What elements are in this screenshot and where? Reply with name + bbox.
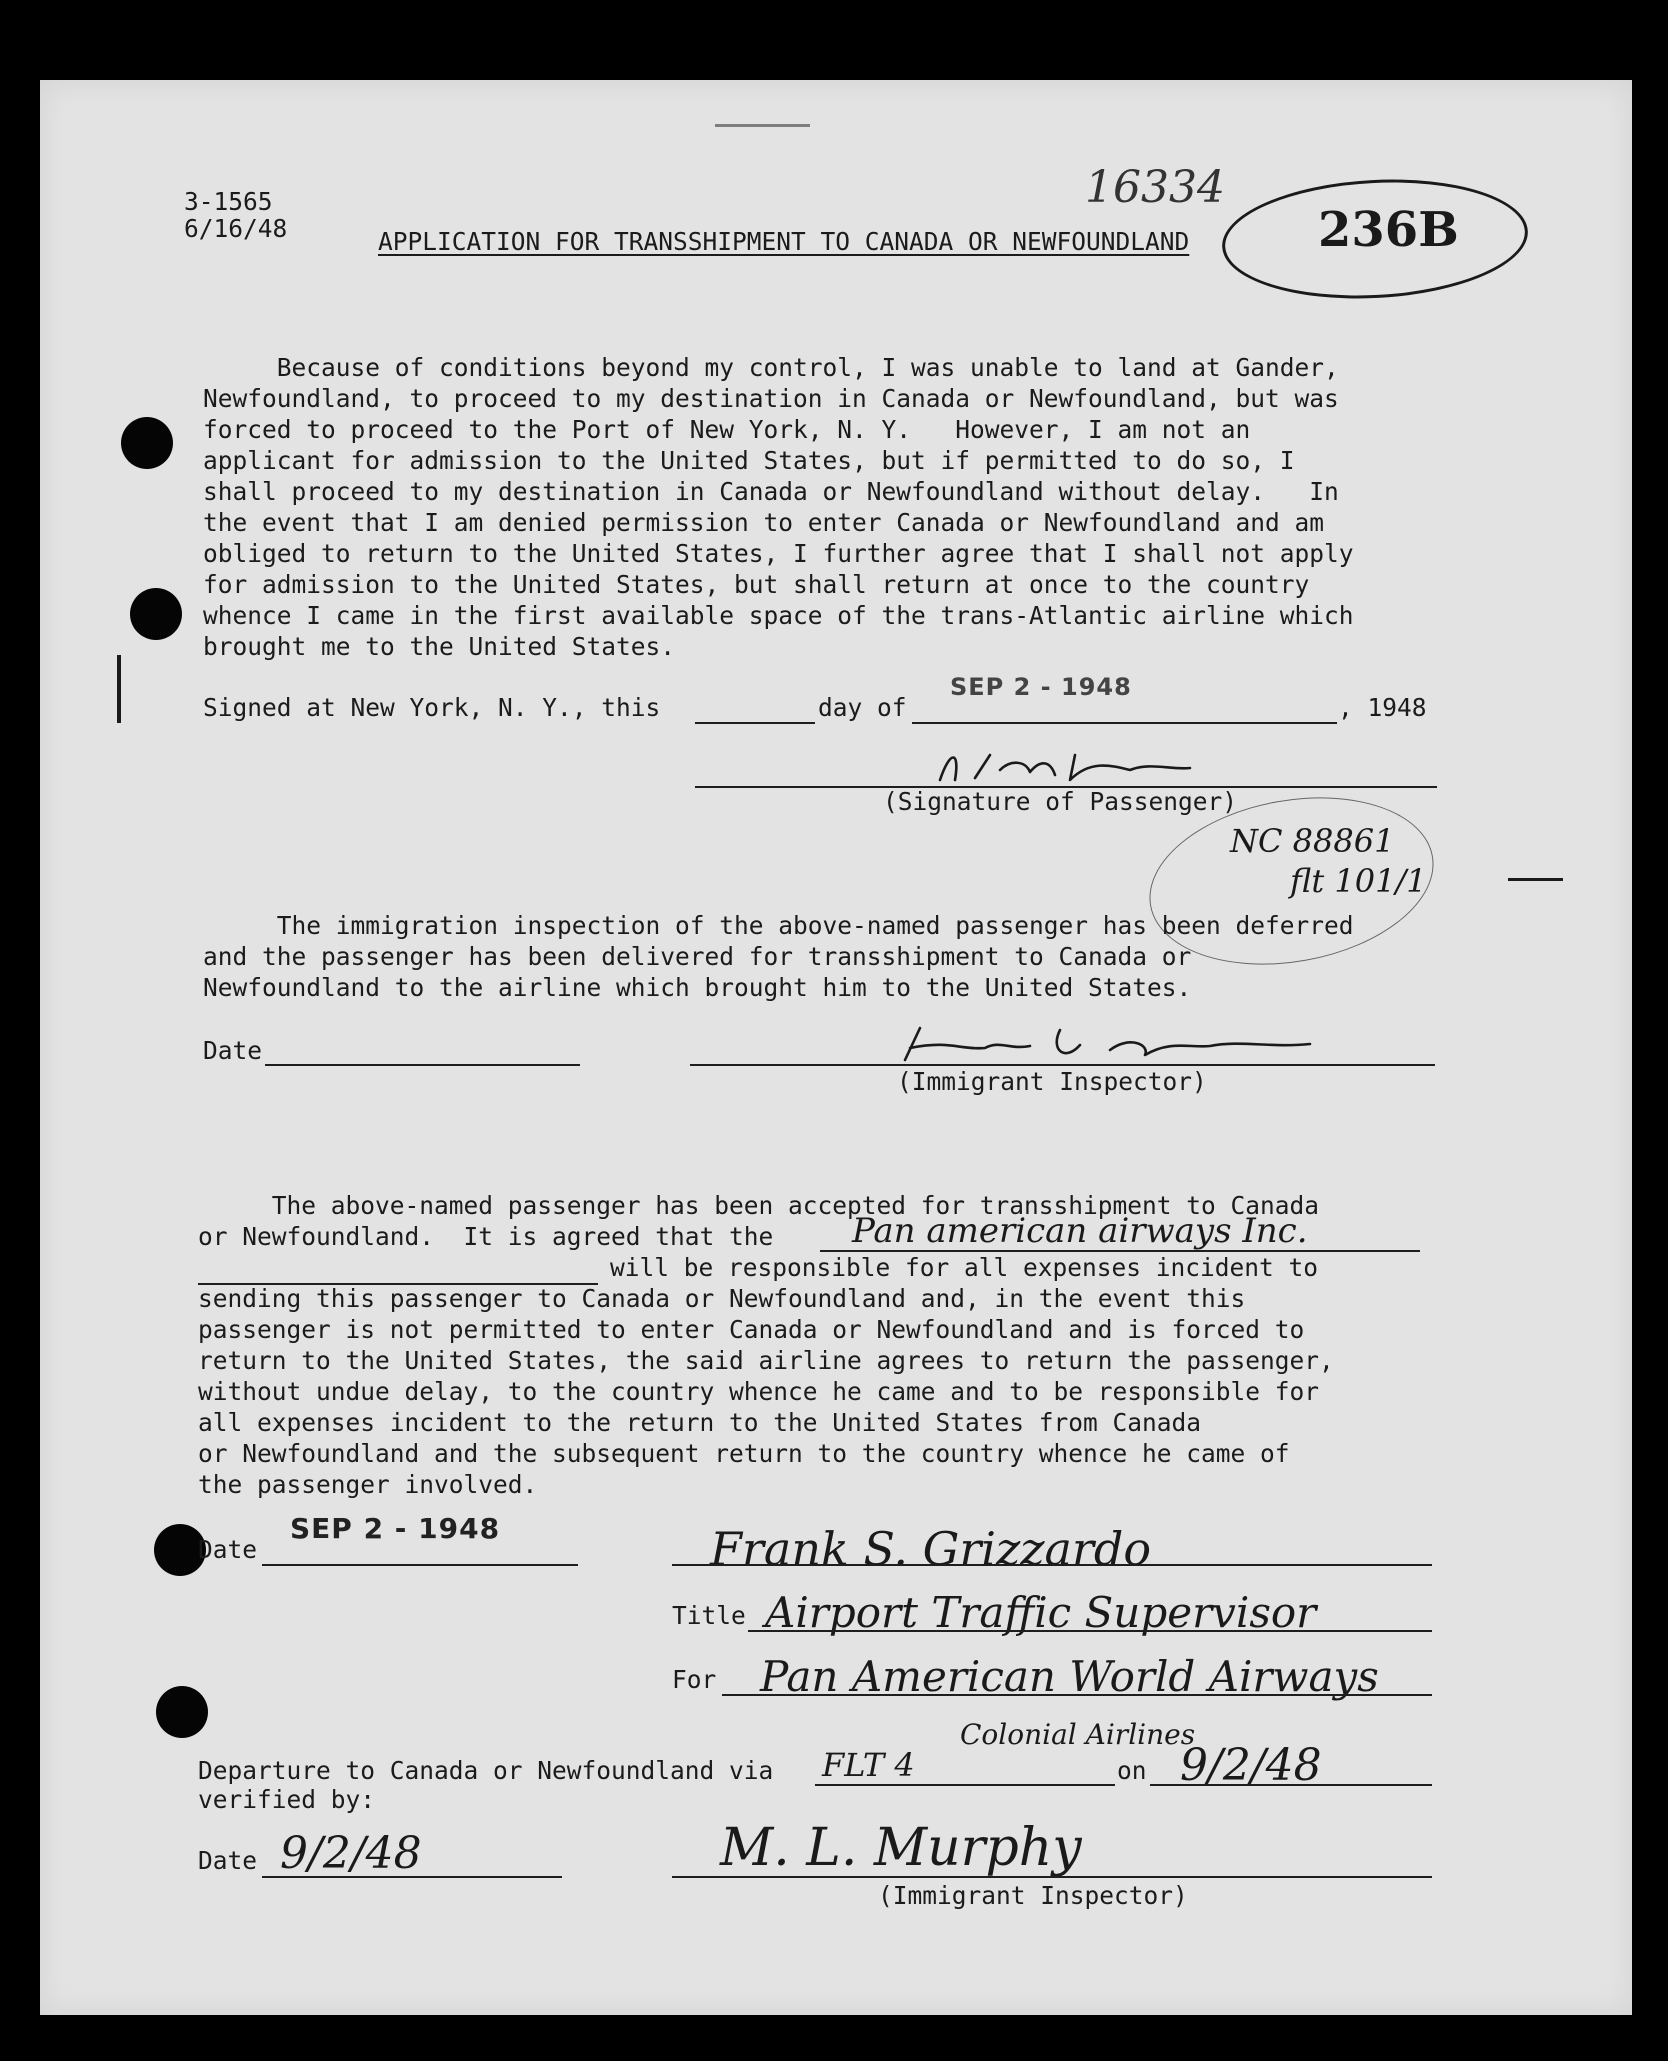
section1-line: the event that I am denied permission to enter Canada or Newfoundland and am [203, 508, 1325, 537]
on-line [1150, 1784, 1432, 1786]
punch-hole [121, 417, 173, 469]
annotation-line1: NC 88861 [1230, 822, 1395, 860]
section2-line: The immigration inspection of the above-named passenger has been deferred [203, 911, 1354, 940]
section1-line: for admission to the United States, but shall return at once to the country [203, 570, 1310, 599]
section3-date-stamp: SEP 2 - 1948 [290, 1512, 501, 1545]
section1-line: whence I came in the first available space of the trans-Atlantic airline which [203, 601, 1354, 630]
section3-date-line [262, 1564, 578, 1566]
section3-line: without undue delay, to the country whence he came and to be responsible for [198, 1377, 1320, 1406]
departure-date-value: 9/2/48 [280, 1828, 422, 1879]
section3-line: the passenger involved. [198, 1470, 538, 1499]
section3-line: The above-named passenger has been accepted for transshipment to Canada [198, 1191, 1320, 1220]
day-of-label: day of [818, 693, 907, 722]
section2-date-label: Date [203, 1036, 263, 1065]
departure-date-line [262, 1876, 562, 1878]
on-value: 9/2/48 [1180, 1740, 1322, 1791]
signatory-line [672, 1564, 1432, 1566]
form-date: 6/16/48 [184, 214, 288, 243]
signatory-signature: Frank S. Grizzardo [710, 1522, 1152, 1576]
section2-line: and the passenger has been delivered for transshipment to Canada or [203, 942, 1192, 971]
section1-line: obliged to return to the United States, I further agree that I shall not apply [203, 539, 1354, 568]
title-label: Title [672, 1601, 746, 1630]
section3-line: or Newfoundland and the subsequent return to the country whence he came of [198, 1439, 1290, 1468]
via-value: FLT 4 [822, 1746, 915, 1784]
file-number: 16334 [1085, 162, 1225, 213]
departure-date-label: Date [198, 1846, 258, 1875]
year-label: , 1948 [1338, 693, 1427, 722]
section3-date-label: Date [198, 1535, 258, 1564]
section1-line: shall proceed to my destination in Canada or Newfoundland without delay. In [203, 477, 1339, 506]
day-field-line [695, 722, 815, 724]
section1-line: brought me to the United States. [203, 632, 676, 661]
carrier-value: Colonial Airlines [960, 1718, 1196, 1751]
departure-inspector-caption: (Immigrant Inspector) [878, 1881, 1188, 1910]
annotation-line2: flt 101/1 [1290, 862, 1427, 900]
section1-line: Newfoundland, to proceed to my destination in Canada or Newfoundland, but was [203, 384, 1339, 413]
on-label: on [1117, 1756, 1147, 1785]
section1-line: Because of conditions beyond my control, I was unable to land at Gander, [203, 353, 1339, 382]
responsible-airline: Pan american airways Inc. [852, 1211, 1308, 1251]
section2-date-line [265, 1064, 580, 1066]
title-line [748, 1630, 1432, 1632]
section3-line: passenger is not permitted to enter Canada or Newfoundland and is forced to [198, 1315, 1305, 1344]
section3-line: sending this passenger to Canada or Newfoundland and, in the event this [198, 1284, 1246, 1313]
section3-line: will be responsible for all expenses incident to [610, 1253, 1319, 1282]
via-line [815, 1784, 1115, 1786]
top-smudge [715, 124, 810, 127]
departure-inspector-line [672, 1876, 1432, 1878]
verified-label: verified by: [198, 1785, 376, 1814]
section1-line: applicant for admission to the United States, but if permitted to do so, I [203, 446, 1295, 475]
passenger-signature [930, 740, 1270, 790]
passenger-signature-caption: (Signature of Passenger) [883, 787, 1238, 816]
form-number: 3-1565 [184, 187, 273, 216]
margin-mark [117, 655, 121, 723]
month-field-line [912, 722, 1337, 724]
title-value: Airport Traffic Supervisor [765, 1588, 1317, 1637]
section3-line: or Newfoundland. It is agreed that the [198, 1222, 774, 1251]
for-label: For [672, 1665, 717, 1694]
punch-hole [156, 1686, 208, 1738]
date-stamp: SEP 2 - 1948 [950, 673, 1132, 701]
inspector-signature [890, 1020, 1340, 1070]
section3-line: return to the United States, the said airline agrees to return the passenger, [198, 1346, 1334, 1375]
for-value: Pan American World Airways [760, 1652, 1379, 1701]
punch-hole [130, 588, 182, 640]
departure-label: Departure to Canada or Newfoundland via [198, 1756, 774, 1785]
section3-line: all expenses incident to the return to the United States from Canada [198, 1408, 1202, 1437]
for-line [722, 1694, 1432, 1696]
circled-code: 236B [1318, 202, 1459, 258]
section2-line: Newfoundland to the airline which brought him to the United States. [203, 973, 1192, 1002]
document-title: APPLICATION FOR TRANSSHIPMENT TO CANADA OR NEWFOUNDLAND [378, 227, 1190, 256]
signed-at-label: Signed at New York, N. Y., this [203, 693, 661, 722]
margin-mark [1508, 878, 1563, 881]
departure-inspector-signature: M. L. Murphy [720, 1818, 1082, 1878]
inspector-signature-caption: (Immigrant Inspector) [897, 1067, 1207, 1096]
section1-line: forced to proceed to the Port of New York, N. Y. However, I am not an [203, 415, 1251, 444]
